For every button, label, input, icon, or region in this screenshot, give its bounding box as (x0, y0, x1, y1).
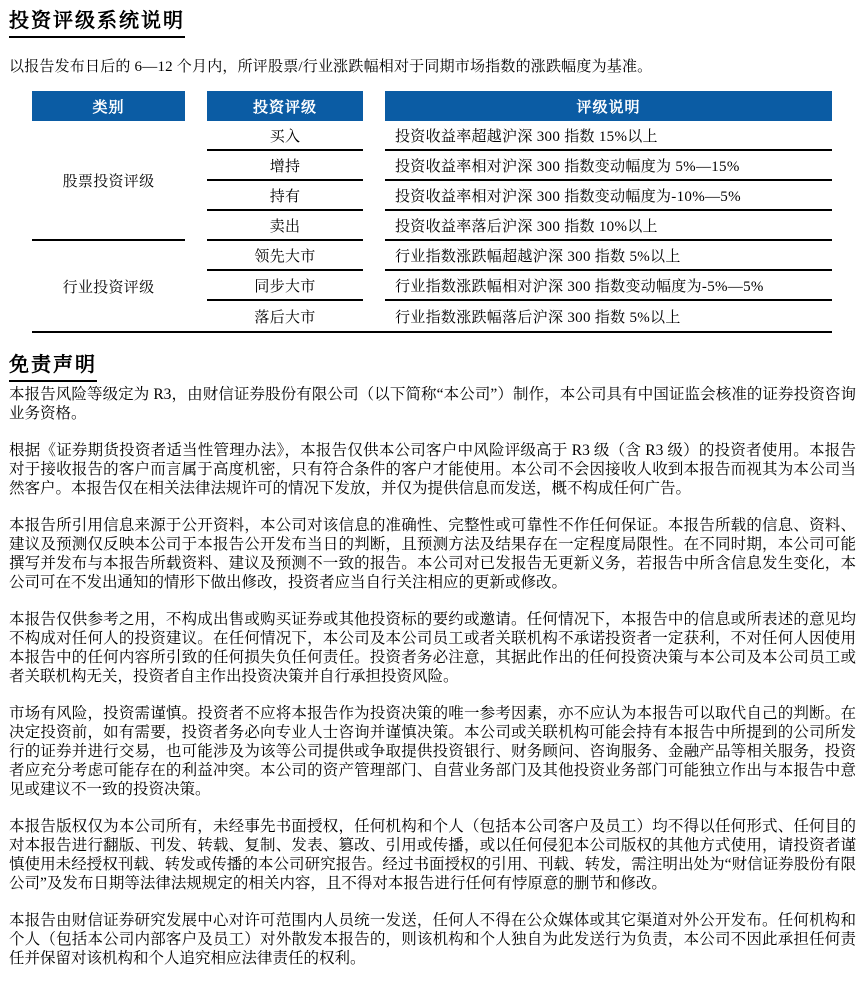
disclaimer-section (9, 352, 856, 968)
category-cell-industry: 行业投资评级 (62, 279, 155, 296)
header-cell-description: 评级说明 (385, 91, 832, 121)
disclaimer-paragraph: 本报告由财信证券研究发展中心对许可范围内人员统一发送，任何人不得在公众媒体或其它渠道对外公开发布。任何机构和个人（包括本公司内部客户及员工）对外散发本报告的，则该机构和个人独自为此发送行为负责，本公司不因此承担任何责任并保留对该机构和个人追究相应法律责任的权利。 (9, 912, 856, 967)
header-cell-rating: 投资评级 (207, 91, 363, 121)
disclaimer-paragraph: 本报告版权仅为本公司所有，未经事先书面授权，任何机构和个人（包括本公司客户及员工）均不得以任何形式、任何目的对本报告进行翻版、刊发、转载、复制、发表、篡改、引用或传播，或以任何侵犯本公司版权的其他方式使用，请投资者谨慎使用未经授权刊载、转发或传播的本公司研究报告。经过书面授权的引用、刊载、转发，需注明出处为“财信证券股份有限公司”及发布日期等法律法规规定的相关内容，且不得对本报告进行任何有悖原意的删节和修改。 (9, 818, 856, 892)
description-cell: 行业指数涨跌幅相对沪深 300 指数变动幅度为-5%—5% (385, 271, 832, 301)
description-cell: 行业指数涨跌幅落后沪深 300 指数 5%以上 (395, 309, 681, 326)
disclaimer-paragraph: 本报告仅供参考之用，不构成出售或购买证券或其他投资标的要约或邀请。任何情况下，本报告中的信息或所表述的意见均不构成对任何人的投资建议。在任何情况下，本公司及本公司员工或者关联机构不承诺投资者一定获利，不对任何人因使用本报告中的任何内容所引致的任何损失负任何责任。投资者务必注意，其据此作出的任何投资决策与本公司及本公司员工或者关联机构无关，投资者自主作出投资决策并自行承担投资风险。 (9, 611, 856, 685)
description-cell: 投资收益率相对沪深 300 指数变动幅度为-10%—5% (385, 181, 832, 211)
rating-system-section (9, 8, 856, 333)
rating-cell: 领先大市 (207, 241, 363, 271)
rating-cell: 持有 (207, 181, 363, 211)
rating-cell: 落后大市 (254, 309, 316, 326)
disclaimer-paragraph: 本报告风险等级定为 R3，由财信证券股份有限公司（以下简称“本公司”）制作，本公司具有中国证监会核准的证券投资咨询业务资格。 (9, 386, 856, 422)
header-cell-category: 类别 (32, 91, 185, 121)
category-cell-stock: 股票投资评级 (32, 121, 185, 241)
rating-cell: 同步大市 (207, 271, 363, 301)
description-cell: 行业指数涨跌幅超越沪深 300 指数 5%以上 (385, 241, 832, 271)
description-cell: 投资收益率超越沪深 300 指数 15%以上 (385, 121, 832, 151)
rating-benchmark-intro: 以报告发布日后的 6—12 个月内，所评股票/行业涨跌幅相对于同期市场指数的涨跌幅度为基准。 (9, 59, 653, 75)
disclaimer-paragraph: 根据《证券期货投资者适当性管理办法》，本报告仅供本公司客户中风险评级高于 R3 级（含 R3 级）的投资者使用。本报告对于接收报告的客户而言属于高度机密，只有符合条件的客户才能使用。本公司不会因接收人收到本报告而视其为本公司当然客户。本报告仅在相关法律法规许可的情况下发放，并仅为提供信息而发送，概不构成任何广告。 (9, 442, 856, 497)
rating-system-title: 投资评级系统说明 (9, 8, 185, 38)
table-row (32, 241, 832, 271)
disclaimer-paragraph: 市场有风险，投资需谨慎。投资者不应将本报告作为投资决策的唯一参考因素，亦不应认为本报告可以取代自己的判断。在决定投资前，如有需要，投资者务必向专业人士咨询并谨慎决策。本公司或关联机构可能会持有本报告中所提到的公司所发行的证券并进行交易，也可能涉及为该等公司提供或争取提供投资银行、财务顾问、咨询服务、金融产品等相关服务，投资者应充分考虑可能存在的利益冲突。本公司的资产管理部门、自营业务部门及其他投资业务部门可能独立作出与本报告中意见或建议不一致的投资决策。 (9, 705, 856, 798)
description-cell: 投资收益率相对沪深 300 指数变动幅度为 5%—15% (385, 151, 832, 181)
rating-table-header-row (32, 91, 832, 121)
table-bottom-rule (32, 331, 832, 333)
rating-cell: 买入 (207, 121, 363, 151)
table-row (32, 121, 832, 151)
description-cell: 投资收益率落后沪深 300 指数 10%以上 (385, 211, 832, 241)
rating-cell: 增持 (207, 151, 363, 181)
rating-table-container (9, 91, 856, 333)
disclaimer-paragraph: 本报告所引用信息来源于公开资料，本公司对该信息的准确性、完整性或可靠性不作任何保证。本报告所载的信息、资料、建议及预测仅反映本公司于本报告公开发布当日的判断，且预测方法及结果存在一定程度局限性。在不同时期，本公司可能撰写并发布与本报告所载资料、建议及预测不一致的报告。本公司对已发报告无更新义务，若报告中所含信息发生变化，本公司可在不发出通知的情形下做出修改，投资者应当自行关注相应的更新或修改。 (9, 517, 856, 591)
rating-table (10, 91, 854, 331)
rating-cell: 卖出 (207, 211, 363, 241)
disclaimer-title: 免责声明 (9, 352, 97, 382)
